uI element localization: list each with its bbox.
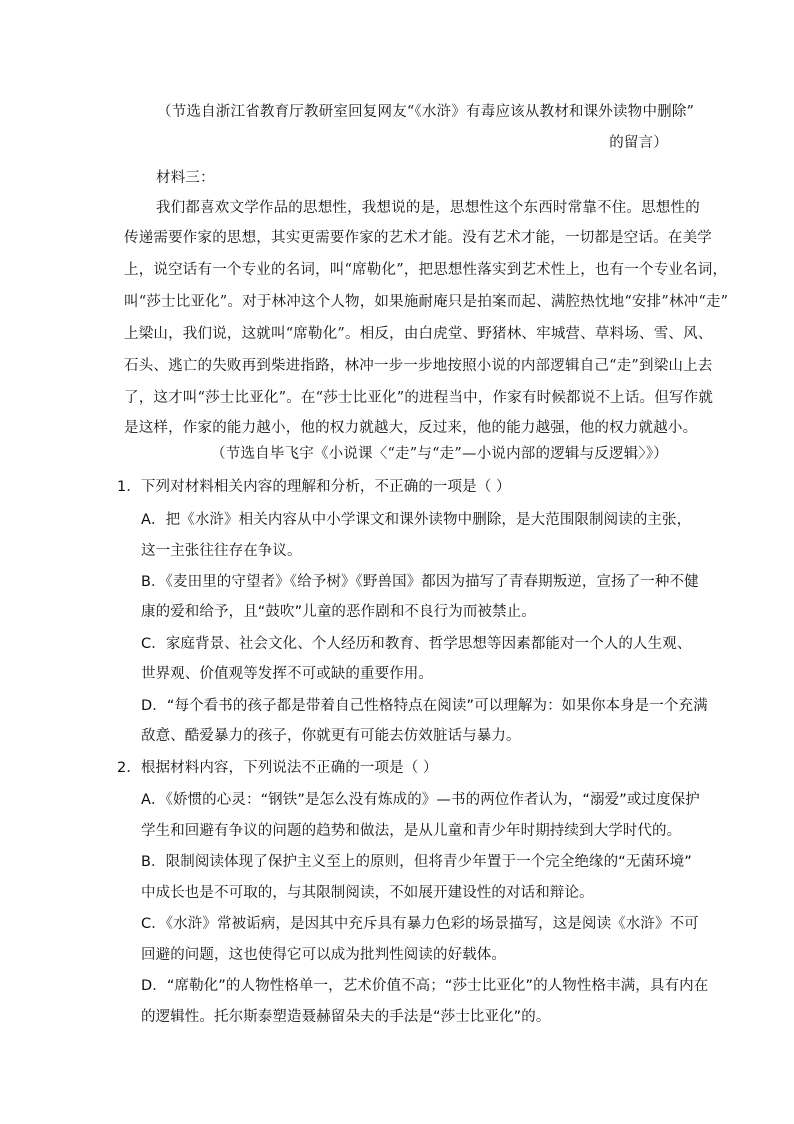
q1-option-c-cont: 世界观、价值观等发挥不可或缺的重要作用。 xyxy=(141,666,433,682)
section-heading: 材料三： xyxy=(156,170,215,186)
q2-option-a-cont: 学生和回避有争议的问题的趋势和做法，是从儿童和青少年时期持续到大学时代的。 xyxy=(141,823,682,839)
paragraph-line: 石头、逃亡的失败再到柴进指路，林冲一步一步地按照小说的内部逻辑自己“走”到梁山上去 xyxy=(124,358,713,374)
paragraph-line: 上梁山，我们说，这就叫“席勒化”。相反，由白虎堂、野猪林、牢城营、草料场、雪、风、 xyxy=(124,326,713,342)
q2-option-b: B．限制阅读体现了保护主义至上的原则，但将青少年置于一个完全绝缘的“无菌环境” xyxy=(141,854,692,870)
q1-option-d: D．“每个看书的孩子都是带着自己性格特点在阅读”可以理解为：如果你本身是一个充满 xyxy=(141,698,708,714)
q1-option-c: C．家庭背景、社会文化、个人经历和教育、哲学思想等因素都能对一个人的人生观、 xyxy=(141,636,692,652)
paragraph-line: 是这样，作家的能力越小，他的权力就越大，反过来，他的能力越强，他的权力就越小。 xyxy=(124,420,698,436)
q2-option-d-cont: 的逻辑性。托尔斯泰塑造聂赫留朵夫的手法是“莎士比亚化”的。 xyxy=(141,1009,551,1025)
paragraph-line: 叫“莎士比亚化”。对于林冲这个人物，如果施耐庵只是拍案而起、满腔热忱地“安排”林冲“走” xyxy=(124,294,729,310)
source-note-line: 的留言） xyxy=(609,135,668,151)
paragraph-line: 上，说空话有一个专业的名词，叫“席勒化”，把思想性落实到艺术性上，也有一个专业名词， xyxy=(124,262,728,278)
q2-option-a: A．《娇惯的心灵：“钢铁”是怎么没有炼成的》—书的两位作者认为，“溺爱”或过度保护 xyxy=(141,792,700,808)
source-citation: （节选自毕飞宇《小说课〈“走”与“走”—小说内部的逻辑与反逻辑〉》） xyxy=(211,446,668,462)
q1-option-b-cont: 康的爱和给予，且“鼓吹”儿童的恶作剧和不良行为而被禁止。 xyxy=(141,604,536,620)
q2-option-c: C．《水浒》常被诟病，是因其中充斥具有暴力色彩的场景描写，这是阅读《水浒》不可 xyxy=(141,916,699,932)
paragraph-line: 了，这才叫“莎士比亚化”。在“莎士比亚化”的进程当中，作家有时候都说不上话。但写作就 xyxy=(124,390,714,406)
paragraph-line: 我们都喜欢文学作品的思想性，我想说的是，思想性这个东西时常靠不住。思想性的 xyxy=(156,200,700,216)
q1-option-d-cont: 敌意、酷爱暴力的孩子，你就更有可能去仿效脏话与暴力。 xyxy=(141,728,521,744)
q1-option-a-cont: 这一主张往往存在争议。 xyxy=(141,543,302,559)
question-2-stem: 2．根据材料内容，下列说法不正确的一项是（ ） xyxy=(117,760,438,776)
source-note-line: （节选自浙江省教育厅教研室回复网友“《水浒》有毒应该从教材和课外读物中删除” xyxy=(157,104,695,120)
q2-option-c-cont: 回避的问题，这也使得它可以成为批判性阅读的好载体。 xyxy=(141,947,506,963)
q1-option-b: B．《麦田里的守望者》《给予树》《野兽国》都因为描写了青春期叛逆，宣扬了一种不健 xyxy=(141,574,699,590)
paragraph-line: 传递需要作家的思想，其实更需要作家的艺术才能。没有艺术才能，一切都是空话。在美学 xyxy=(124,230,712,246)
q1-option-a: A．把《水浒》相关内容从中小学课文和课外读物中删除，是大范围限制阅读的主张， xyxy=(141,512,692,528)
question-1-stem: 1．下列对材料相关内容的理解和分析，不正确的一项是（ ） xyxy=(117,479,511,495)
q2-option-b-cont: 中成长也是不可取的，与其限制阅读，不如展开建设性的对话和辩论。 xyxy=(141,885,594,901)
q2-option-d: D．“席勒化”的人物性格单一，艺术价值不高；“莎士比亚化”的人物性格丰满，具有内在 xyxy=(141,978,709,994)
